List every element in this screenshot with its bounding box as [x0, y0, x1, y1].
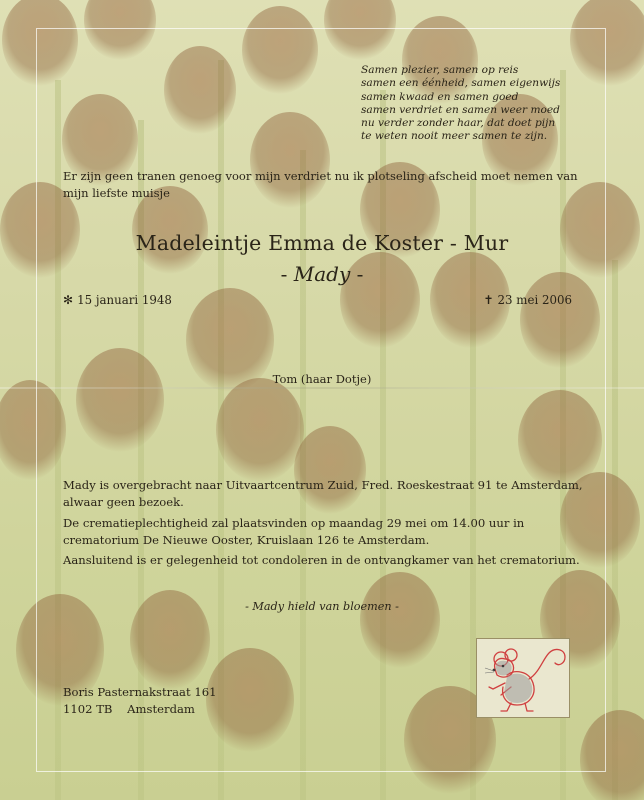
address-street: Boris Pasternakstraat 161 — [63, 685, 217, 699]
death-date — [483, 293, 572, 307]
memorial-poem — [361, 64, 611, 144]
poem-line: samen kwaad en samen goed — [361, 90, 519, 103]
poem-line: te weten nooit meer samen te zijn. — [361, 130, 548, 143]
deceased-nickname-line — [0, 262, 644, 286]
mouse-icon — [476, 638, 570, 718]
birth-date — [63, 293, 172, 307]
birth-date-text: 15 januari 1948 — [77, 293, 172, 307]
nickname-prefix: - — [280, 262, 294, 286]
star-icon: ✻ — [63, 293, 74, 307]
poem-line: Samen plezier, samen op reis — [361, 64, 519, 76]
nickname-suffix: - — [350, 262, 364, 286]
flowers-note: - Mady hield van bloemen - — [245, 600, 399, 613]
intro-text: Er zijn geen tranen genoeg voor mijn verdriet nu ik plotseling afscheid moet nemen van mijn liefste muisje — [63, 169, 578, 200]
transfer-paragraph: Mady is overgebracht naar Uitvaartcentrum Zuid, Fred. Roeskestraat 91 te Amsterdam, alwaar geen bezoek. — [63, 478, 583, 509]
address-city: 1102 TB Amsterdam — [63, 702, 195, 716]
poem-line: samen een éénheid, samen eigenwijs — [361, 77, 561, 90]
mouse-drawing — [477, 639, 569, 717]
cremation-paragraph: De crematieplechtigheid zal plaatsvinden op maandag 29 mei om 14.00 uur in crematorium De Nieuwe Ooster, Kruislaan 126 te Amsterdam. — [63, 516, 525, 547]
death-date-text: 23 mei 2006 — [497, 293, 572, 307]
cross-icon: ✝ — [483, 293, 494, 307]
condolence-paragraph: Aansluitend is er gelegenheid tot condoleren in de ontvangkamer van het crematorium. — [63, 553, 580, 567]
poem-line: samen verdriet en samen weer moed — [361, 103, 560, 116]
address-block — [63, 684, 216, 718]
poem-line: nu verder zonder haar, dat doet pijn — [361, 117, 556, 130]
signed-by: Tom (haar Dotje) — [272, 372, 372, 386]
deceased-nickname: Mady — [293, 262, 351, 286]
deceased-full-name: Madeleintje Emma de Koster - Mur — [135, 231, 509, 255]
